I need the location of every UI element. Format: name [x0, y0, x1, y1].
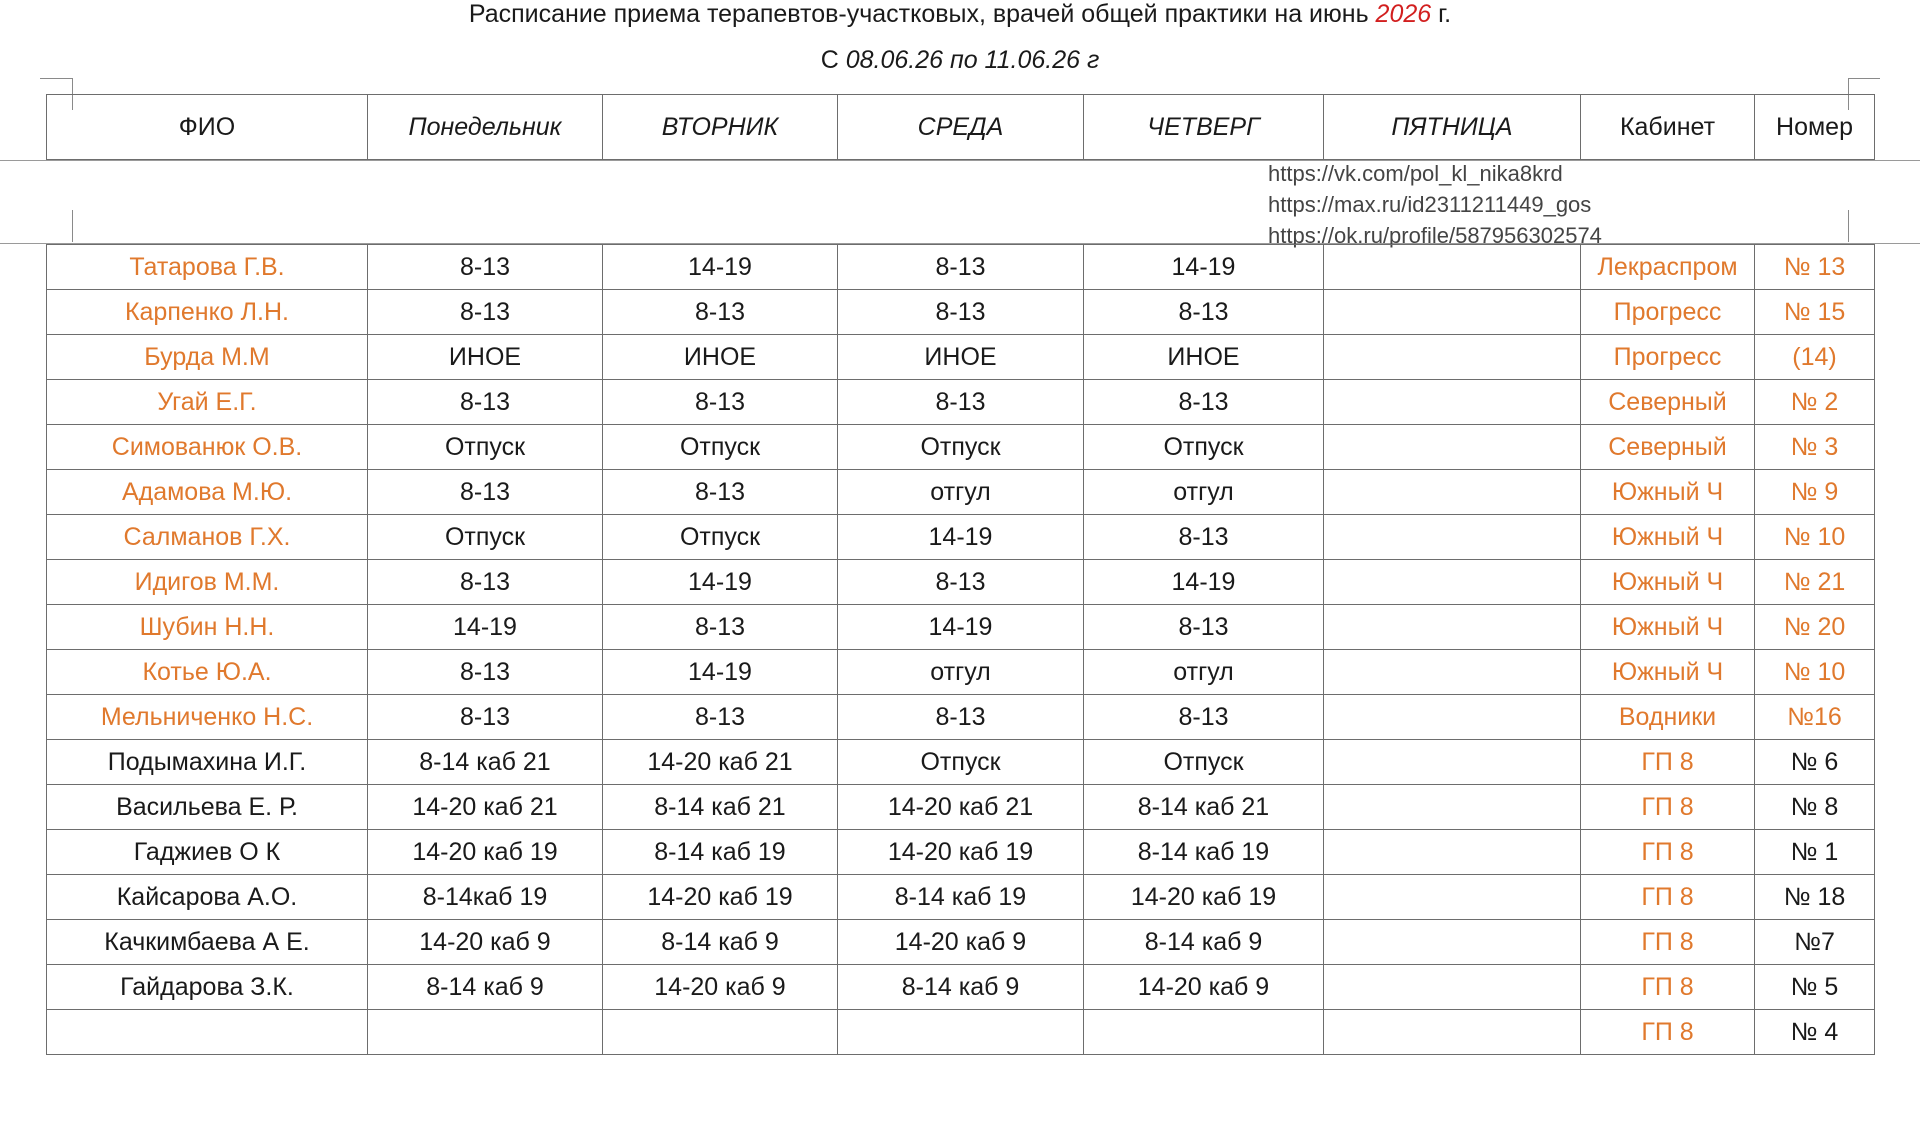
schedule-wednesday: отгул [838, 650, 1084, 695]
room-number: № 9 [1755, 470, 1875, 515]
office-name: Прогресс [1581, 290, 1755, 335]
table-row [47, 605, 1875, 650]
schedule-tuesday: 8-13 [603, 605, 838, 650]
schedule-wednesday: 8-13 [838, 560, 1084, 605]
doctor-name: Адамова М.Ю. [47, 470, 368, 515]
schedule-tuesday: 14-19 [603, 560, 838, 605]
table-row [47, 380, 1875, 425]
schedule-monday: Отпуск [368, 425, 603, 470]
schedule-thursday: 14-19 [1084, 560, 1324, 605]
doctor-name: Гайдарова З.К. [47, 965, 368, 1010]
schedule-friday [1324, 290, 1581, 335]
schedule-thursday: 14-20 каб 9 [1084, 965, 1324, 1010]
office-name: ГП 8 [1581, 785, 1755, 830]
table-row [47, 245, 1875, 290]
schedule-tuesday: 14-20 каб 19 [603, 875, 838, 920]
table-row [47, 830, 1875, 875]
office-name: ГП 8 [1581, 830, 1755, 875]
page-divider-top [0, 160, 1920, 161]
column-header-name: ФИО [47, 95, 368, 160]
room-number: № 21 [1755, 560, 1875, 605]
office-name: Южный Ч [1581, 515, 1755, 560]
schedule-monday: 8-13 [368, 470, 603, 515]
room-number: № 5 [1755, 965, 1875, 1010]
title-suffix: г. [1431, 0, 1452, 28]
crop-mark [40, 78, 72, 79]
doctor-name: Гаджиев О К [47, 830, 368, 875]
schedule-friday [1324, 515, 1581, 560]
schedule-thursday: 8-13 [1084, 695, 1324, 740]
schedule-monday [368, 1010, 603, 1055]
schedule-friday [1324, 650, 1581, 695]
schedule-friday [1324, 920, 1581, 965]
link-vk[interactable]: https://vk.com/pol_kl_nika8krd [1268, 161, 1563, 186]
doctor-name: Васильева Е. Р. [47, 785, 368, 830]
office-name: ГП 8 [1581, 740, 1755, 785]
table-row [47, 965, 1875, 1010]
schedule-monday: 8-14каб 19 [368, 875, 603, 920]
schedule-wednesday: Отпуск [838, 425, 1084, 470]
schedule-tuesday: 8-14 каб 21 [603, 785, 838, 830]
table-row [47, 470, 1875, 515]
crop-mark [72, 210, 73, 242]
date-range-prefix: С [820, 46, 846, 74]
table-row [47, 560, 1875, 605]
title-text: Расписание приема терапевтов-участковых, врачей общей практики на июнь [468, 0, 1376, 28]
schedule-wednesday: 8-14 каб 9 [838, 965, 1084, 1010]
table-row [47, 290, 1875, 335]
schedule-friday [1324, 695, 1581, 740]
room-number: № 15 [1755, 290, 1875, 335]
doctor-name [47, 1010, 368, 1055]
schedule-wednesday: отгул [838, 470, 1084, 515]
office-name: Южный Ч [1581, 560, 1755, 605]
crop-mark [1848, 210, 1849, 242]
schedule-wednesday: 14-20 каб 9 [838, 920, 1084, 965]
schedule-thursday: Отпуск [1084, 740, 1324, 785]
schedule-tuesday: 14-19 [603, 245, 838, 290]
table-row [47, 695, 1875, 740]
schedule-tuesday [603, 1010, 838, 1055]
doctor-name: Подымахина И.Г. [47, 740, 368, 785]
office-name: Южный Ч [1581, 650, 1755, 695]
schedule-thursday: Отпуск [1084, 425, 1324, 470]
schedule-wednesday: 8-13 [838, 380, 1084, 425]
office-name: Северный [1581, 425, 1755, 470]
office-name: ГП 8 [1581, 965, 1755, 1010]
table-row [47, 785, 1875, 830]
office-name: ГП 8 [1581, 875, 1755, 920]
room-number: № 3 [1755, 425, 1875, 470]
schedule-tuesday: ИНОЕ [603, 335, 838, 380]
schedule-thursday: 8-14 каб 19 [1084, 830, 1324, 875]
table-row [47, 515, 1875, 560]
room-number: № 4 [1755, 1010, 1875, 1055]
room-number: № 8 [1755, 785, 1875, 830]
doctor-name: Кайсарова А.О. [47, 875, 368, 920]
room-number: № 1 [1755, 830, 1875, 875]
schedule-wednesday: Отпуск [838, 740, 1084, 785]
column-header-thursday: ЧЕТВЕРГ [1084, 95, 1324, 160]
room-number: № 13 [1755, 245, 1875, 290]
schedule-friday [1324, 335, 1581, 380]
schedule-wednesday: 8-13 [838, 245, 1084, 290]
schedule-monday: 8-13 [368, 245, 603, 290]
column-header-office: Кабинет [1581, 95, 1755, 160]
schedule-friday [1324, 605, 1581, 650]
schedule-monday: 8-13 [368, 380, 603, 425]
social-links [1268, 158, 1602, 251]
schedule-thursday: 8-13 [1084, 380, 1324, 425]
doctor-name: Идигов М.М. [47, 560, 368, 605]
column-header-tuesday: ВТОРНИК [603, 95, 838, 160]
schedule-wednesday: 14-20 каб 19 [838, 830, 1084, 875]
schedule-thursday: 8-13 [1084, 515, 1324, 560]
schedule-thursday: ИНОЕ [1084, 335, 1324, 380]
schedule-friday [1324, 380, 1581, 425]
schedule-friday [1324, 245, 1581, 290]
doctor-name: Качкимбаева А Е. [47, 920, 368, 965]
schedule-monday: 8-13 [368, 560, 603, 605]
schedule-monday: 14-20 каб 21 [368, 785, 603, 830]
link-ok[interactable]: https://ok.ru/profile/587956302574 [1268, 223, 1602, 248]
schedule-monday: ИНОЕ [368, 335, 603, 380]
room-number: № 10 [1755, 515, 1875, 560]
table-row [47, 875, 1875, 920]
room-number: (14) [1755, 335, 1875, 380]
schedule-friday [1324, 740, 1581, 785]
schedule-monday: Отпуск [368, 515, 603, 560]
schedule-thursday [1084, 1010, 1324, 1055]
schedule-friday [1324, 965, 1581, 1010]
doctor-name: Татарова Г.В. [47, 245, 368, 290]
schedule-thursday: отгул [1084, 650, 1324, 695]
schedule-monday: 8-14 каб 21 [368, 740, 603, 785]
schedule-monday: 8-13 [368, 650, 603, 695]
schedule-monday: 8-13 [368, 290, 603, 335]
schedule-thursday: 8-13 [1084, 605, 1324, 650]
column-header-monday: Понедельник [368, 95, 603, 160]
room-number: № 10 [1755, 650, 1875, 695]
room-number: № 20 [1755, 605, 1875, 650]
schedule-tuesday: Отпуск [603, 425, 838, 470]
schedule-friday [1324, 560, 1581, 605]
table-row [47, 335, 1875, 380]
column-header-friday: ПЯТНИЦА [1324, 95, 1581, 160]
table-row [47, 920, 1875, 965]
date-range-dates: 08.06.26 по 11.06.26 г [845, 46, 1100, 74]
office-name: ГП 8 [1581, 1010, 1755, 1055]
office-name: Южный Ч [1581, 605, 1755, 650]
schedule-tuesday: 14-20 каб 9 [603, 965, 838, 1010]
schedule-tuesday: 8-14 каб 19 [603, 830, 838, 875]
room-number: №16 [1755, 695, 1875, 740]
schedule-monday: 8-14 каб 9 [368, 965, 603, 1010]
schedule-friday [1324, 875, 1581, 920]
doctor-name: Мельниченко Н.С. [47, 695, 368, 740]
schedule-thursday: 14-19 [1084, 245, 1324, 290]
room-number: № 18 [1755, 875, 1875, 920]
schedule-wednesday: 8-13 [838, 290, 1084, 335]
table-row [47, 650, 1875, 695]
page-title [0, 0, 1920, 29]
schedule-monday: 14-20 каб 19 [368, 830, 603, 875]
schedule-tuesday: 8-13 [603, 695, 838, 740]
schedule-wednesday: 14-20 каб 21 [838, 785, 1084, 830]
office-name: Водники [1581, 695, 1755, 740]
schedule-monday: 8-13 [368, 695, 603, 740]
office-name: Южный Ч [1581, 470, 1755, 515]
schedule-friday [1324, 785, 1581, 830]
schedule-tuesday: 8-13 [603, 470, 838, 515]
schedule-tuesday: 8-13 [603, 380, 838, 425]
schedule-wednesday: 14-19 [838, 515, 1084, 560]
schedule-wednesday: 8-13 [838, 695, 1084, 740]
schedule-wednesday: 14-19 [838, 605, 1084, 650]
schedule-thursday: 8-13 [1084, 290, 1324, 335]
date-range [0, 46, 1920, 75]
room-number: № 2 [1755, 380, 1875, 425]
office-name: Прогресс [1581, 335, 1755, 380]
office-name: Северный [1581, 380, 1755, 425]
schedule-wednesday [838, 1010, 1084, 1055]
doctor-name: Салманов Г.Х. [47, 515, 368, 560]
schedule-tuesday: 14-19 [603, 650, 838, 695]
schedule-tuesday: 8-13 [603, 290, 838, 335]
table-row [47, 1010, 1875, 1055]
schedule-thursday: 14-20 каб 19 [1084, 875, 1324, 920]
schedule-friday [1324, 1010, 1581, 1055]
schedule-rows [47, 245, 1875, 1055]
doctor-name: Бурда М.М [47, 335, 368, 380]
link-max[interactable]: https://max.ru/id2311211449_gos [1268, 192, 1592, 217]
schedule-friday [1324, 425, 1581, 470]
room-number: № 6 [1755, 740, 1875, 785]
schedule-header [46, 94, 1875, 160]
schedule-monday: 14-20 каб 9 [368, 920, 603, 965]
column-header-number: Номер [1755, 95, 1875, 160]
office-name: Лекраспром [1581, 245, 1755, 290]
room-number: №7 [1755, 920, 1875, 965]
table-row [47, 425, 1875, 470]
doctor-name: Карпенко Л.Н. [47, 290, 368, 335]
schedule-thursday: 8-14 каб 9 [1084, 920, 1324, 965]
title-year: 2026 [1375, 0, 1432, 28]
schedule-tuesday: 8-14 каб 9 [603, 920, 838, 965]
schedule-wednesday: ИНОЕ [838, 335, 1084, 380]
doctor-name: Угай Е.Г. [47, 380, 368, 425]
schedule-monday: 14-19 [368, 605, 603, 650]
schedule-friday [1324, 830, 1581, 875]
schedule-tuesday: 14-20 каб 21 [603, 740, 838, 785]
schedule-thursday: 8-14 каб 21 [1084, 785, 1324, 830]
doctor-name: Шубин Н.Н. [47, 605, 368, 650]
table-row [47, 740, 1875, 785]
schedule-wednesday: 8-14 каб 19 [838, 875, 1084, 920]
office-name: ГП 8 [1581, 920, 1755, 965]
schedule-thursday: отгул [1084, 470, 1324, 515]
column-header-wednesday: СРЕДА [838, 95, 1084, 160]
doctor-name: Симованюк О.В. [47, 425, 368, 470]
doctor-name: Котье Ю.А. [47, 650, 368, 695]
schedule-table [46, 244, 1875, 1055]
crop-mark [1848, 78, 1880, 79]
schedule-tuesday: Отпуск [603, 515, 838, 560]
schedule-friday [1324, 470, 1581, 515]
